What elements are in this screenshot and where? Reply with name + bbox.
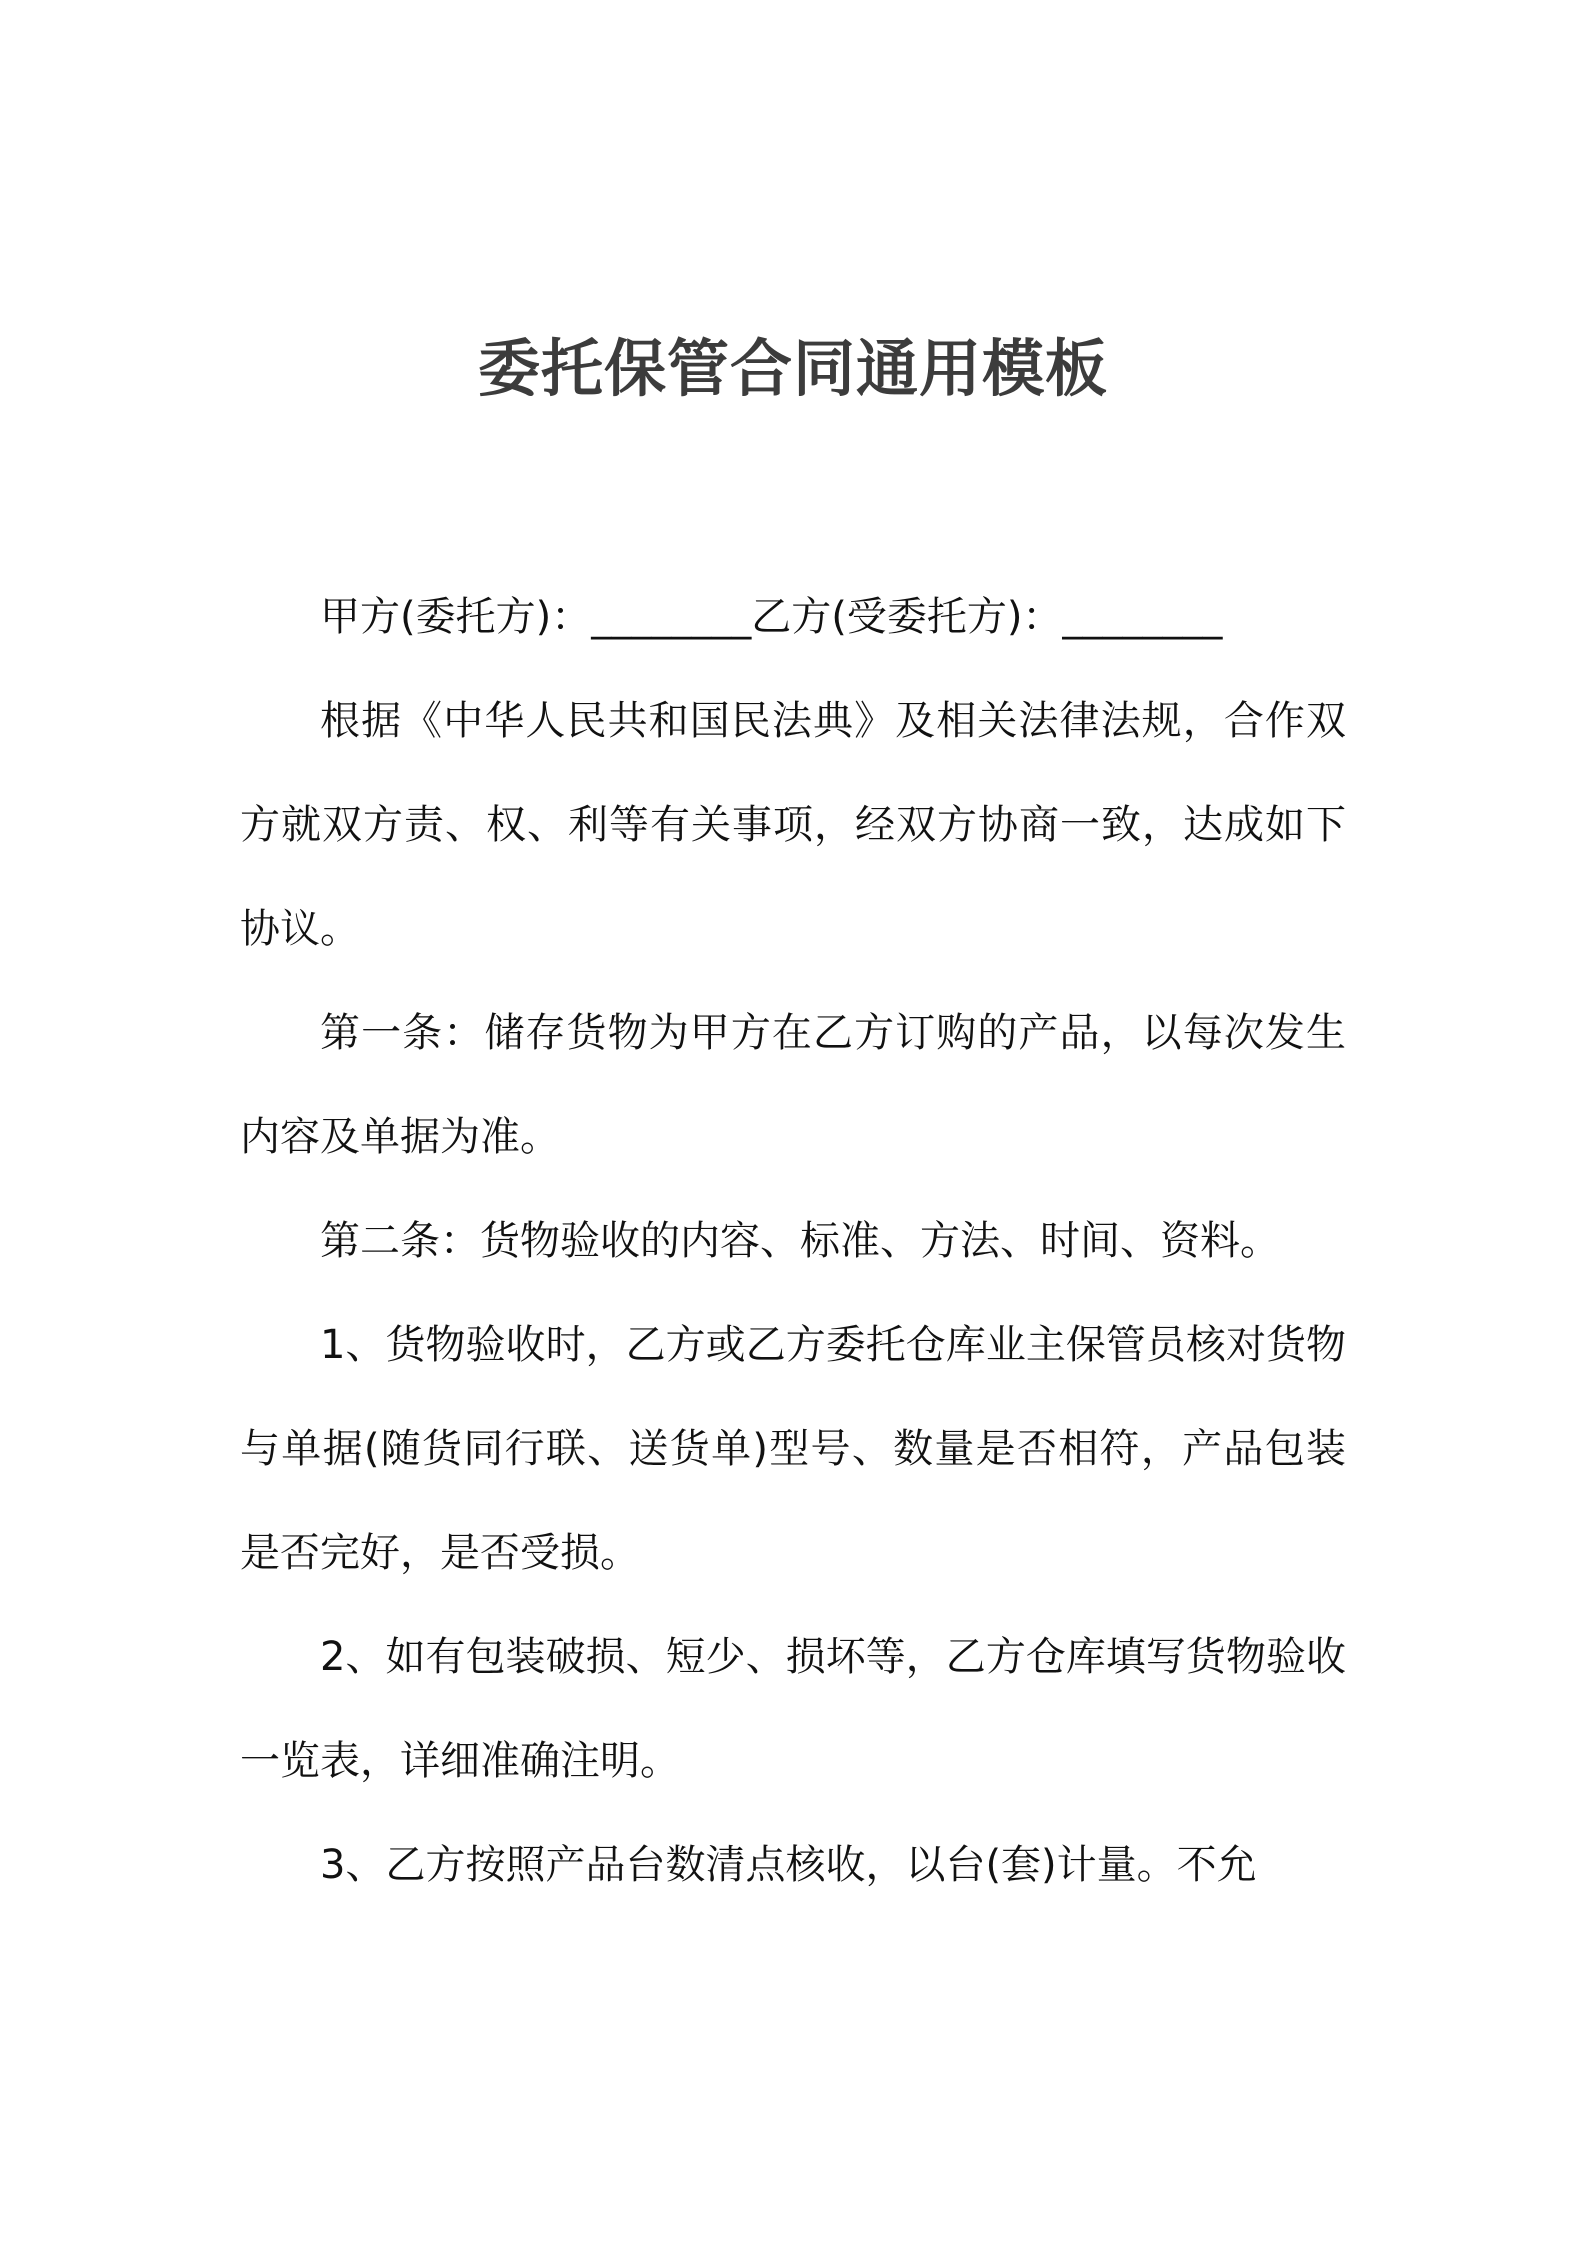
preamble-paragraph: 根据《中华人民共和国民法典》及相关法律法规，合作双方就双方责、权、利等有关事项，经双方协商一致，达成如下协议。 — [240, 698, 1346, 952]
clause-2-paragraph: 2、如有包装破损、短少、损坏等，乙方仓库填写货物验收一览表，详细准确注明。 — [240, 1634, 1346, 1784]
document-body — [240, 565, 1346, 1917]
article-1-paragraph: 第一条：储存货物为甲方在乙方订购的产品，以每次发生内容及单据为准。 — [240, 1010, 1346, 1160]
parties-line: 甲方(委托方)：________乙方(受委托方)：________ — [320, 594, 1223, 640]
article-2-paragraph: 第二条：货物验收的内容、标准、方法、时间、资料。 — [320, 1218, 1280, 1264]
document-title: 委托保管合同通用模板 — [477, 331, 1108, 405]
clause-1-paragraph: 1、货物验收时，乙方或乙方委托仓库业主保管员核对货物与单据(随货同行联、送货单)型号、数量是否相符，产品包装是否完好，是否受损。 — [240, 1322, 1346, 1576]
clause-3-paragraph: 3、乙方按照产品台数清点核收，以台(套)计量。不允 — [320, 1842, 1257, 1888]
